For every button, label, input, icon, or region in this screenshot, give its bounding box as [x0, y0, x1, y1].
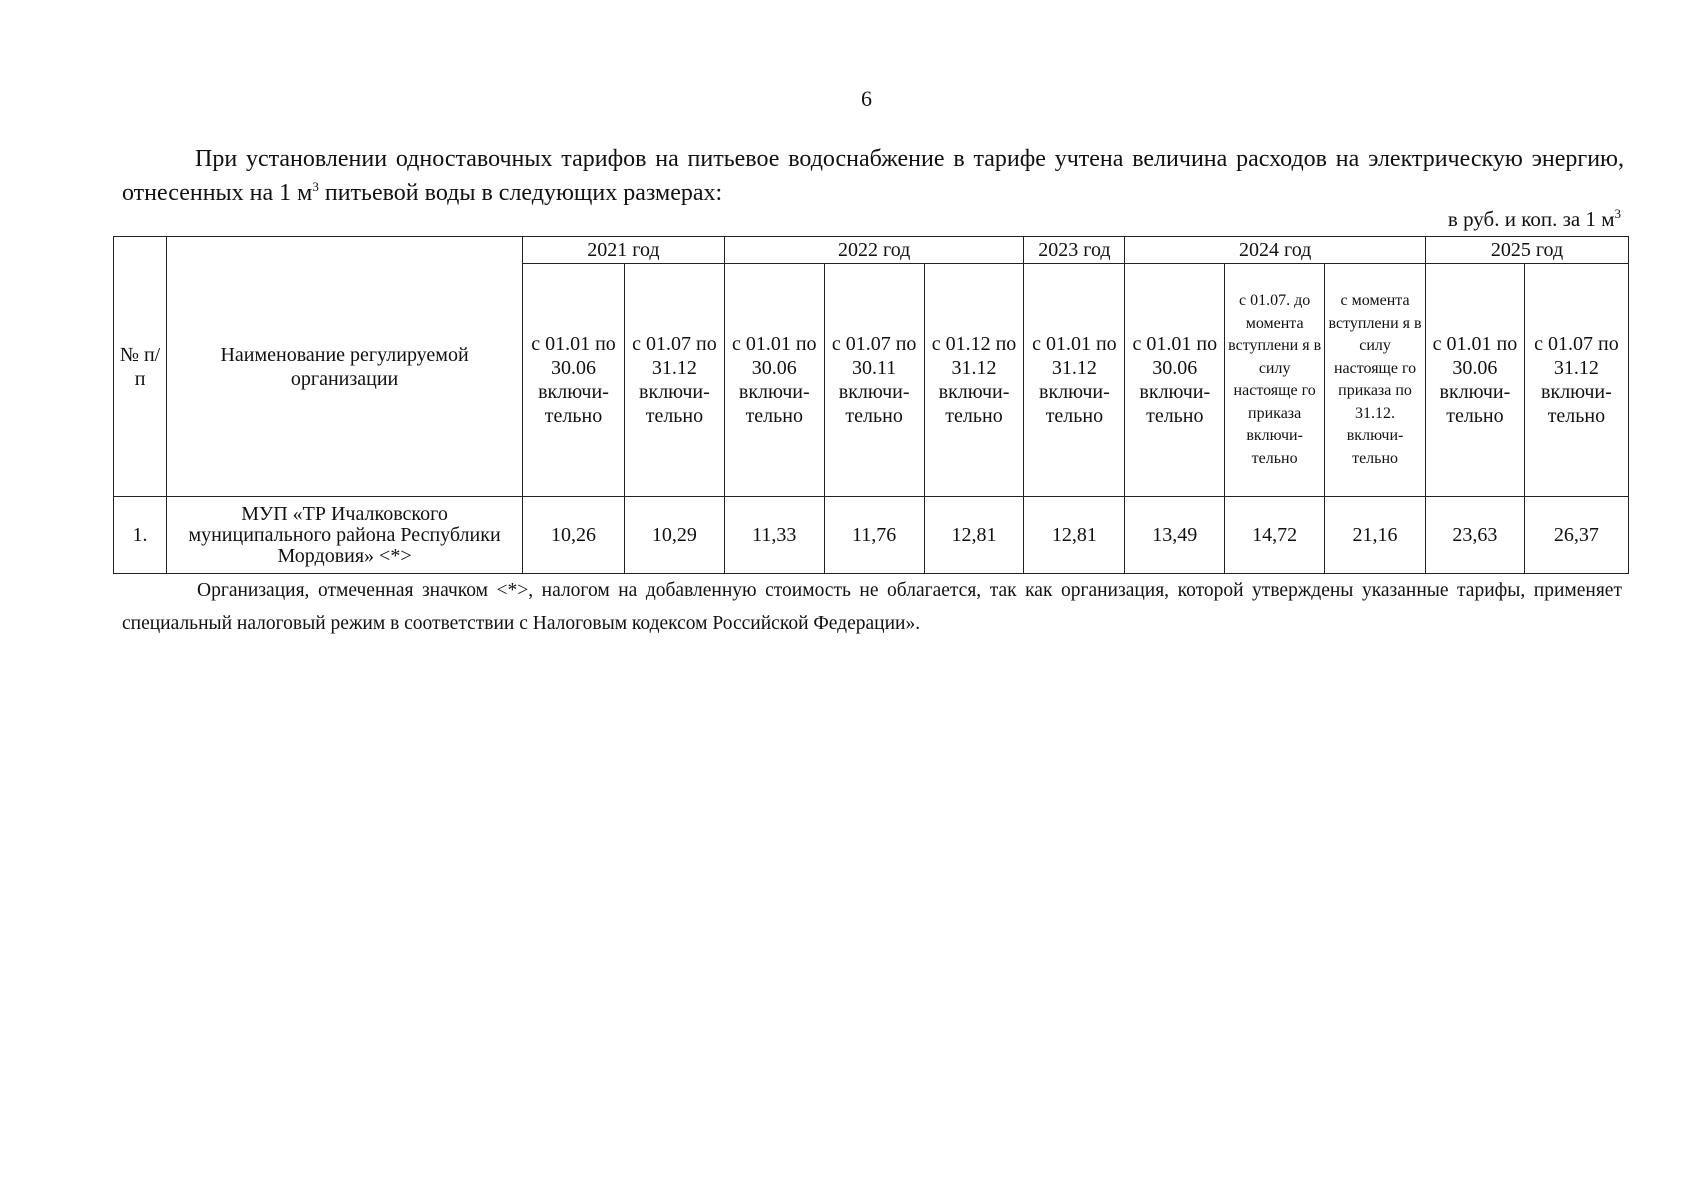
period-header: с 01.07. до момента вступлени я в силу настояще го приказа включи-тельно	[1225, 264, 1325, 497]
period-header: с 01.01 по 30.06 включи-тельно	[1426, 264, 1525, 497]
tariff-table	[113, 236, 1629, 574]
tariff-value: 26,37	[1524, 497, 1628, 574]
number-column-header: № п/п	[114, 237, 167, 497]
period-header: с 01.01 по 30.06 включи-тельно	[523, 264, 625, 497]
period-header: с 01.12 по 31.12 включи-тельно	[924, 264, 1024, 497]
year-header-2023: 2023 год	[1024, 237, 1125, 264]
units-superscript: 3	[1614, 206, 1621, 221]
organization-name: МУП «ТР Ичалковского муниципального района Республики Мордовия» <*>	[167, 497, 523, 574]
footnote: Организация, отмеченная значком <*>, налогом на добавленную стоимость не облагается, так как организация, которой утверждены указанные тарифы, применяет специальный налоговый режим в соответствии с Налоговым кодексом Российской Федерации».	[122, 580, 1622, 634]
period-header: с момента вступлени я в силу настояще го приказа по 31.12. включи-тельно	[1325, 264, 1426, 497]
intro-text-part-2: питьевой воды в следующих размерах:	[318, 180, 723, 206]
tariff-value: 12,81	[1024, 497, 1125, 574]
period-header: с 01.07 по 31.12 включи-тельно	[624, 264, 724, 497]
tariff-value: 10,29	[624, 497, 724, 574]
organization-column-header: Наименование регулируемой организации	[167, 237, 523, 497]
units-label	[1448, 207, 1621, 232]
table-row	[114, 497, 1629, 574]
year-header-2022: 2022 год	[724, 237, 1024, 264]
tariff-value: 12,81	[924, 497, 1024, 574]
period-header: с 01.01 по 31.12 включи-тельно	[1024, 264, 1125, 497]
tariff-value: 13,49	[1125, 497, 1225, 574]
units-text: в руб. и коп. за 1 м	[1447, 207, 1615, 231]
intro-paragraph	[122, 142, 1624, 210]
year-header-2021: 2021 год	[523, 237, 725, 264]
intro-text-part-1: При установлении одноставочных тарифов на питьевое водоснабжение в тарифе учтена величина расходов на электрическую энергию, отнесенных на 1 м	[122, 146, 1624, 206]
year-header-2025: 2025 год	[1426, 237, 1629, 264]
period-header: с 01.07 по 30.11 включи-тельно	[824, 264, 924, 497]
tariff-value: 10,26	[523, 497, 625, 574]
tariff-value: 23,63	[1426, 497, 1525, 574]
tariff-value: 11,33	[724, 497, 824, 574]
page-number: 6	[861, 86, 872, 111]
intro-superscript: 3	[312, 179, 319, 194]
tariff-value: 11,76	[824, 497, 924, 574]
period-header: с 01.01 по 30.06 включи-тельно	[1125, 264, 1225, 497]
row-number: 1.	[114, 497, 167, 574]
tariff-value: 14,72	[1225, 497, 1325, 574]
tariff-value: 21,16	[1325, 497, 1426, 574]
period-header: с 01.07 по 31.12 включи-тельно	[1524, 264, 1628, 497]
year-header-row	[114, 237, 1629, 264]
period-header: с 01.01 по 30.06 включи-тельно	[724, 264, 824, 497]
year-header-2024: 2024 год	[1125, 237, 1426, 264]
